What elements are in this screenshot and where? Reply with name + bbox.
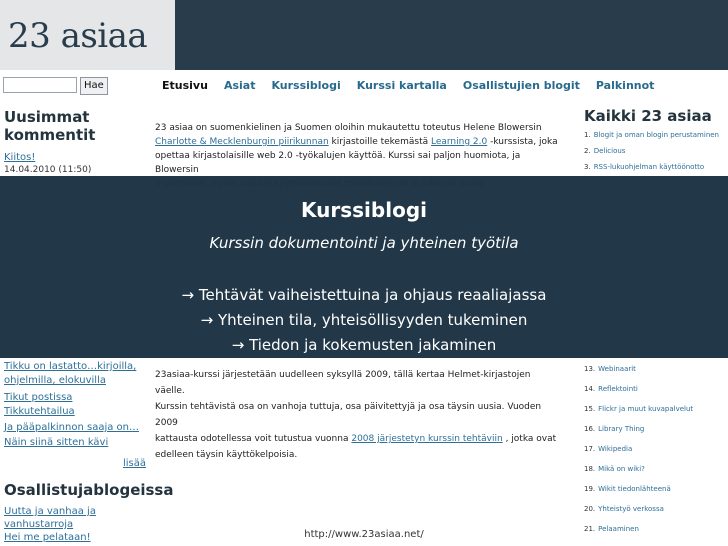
topic-item[interactable]: 13. Webinaarit bbox=[584, 365, 636, 373]
learning-link[interactable]: Learning 2.0 bbox=[430, 137, 488, 147]
overlay-line-1 bbox=[0, 286, 728, 304]
intro-line-1: 23 asiaa on suomenkielinen ja Suomen oloihin mukautettu toteutus Helene Blowersin bbox=[155, 123, 542, 133]
arrow-right-icon: → bbox=[181, 286, 195, 304]
comment-link[interactable]: Kiitos! bbox=[4, 152, 36, 163]
old-tasks-link[interactable]: 2008 järjestetyn kurssin tehtäviin bbox=[351, 434, 503, 444]
course-line-4: , jotka ovat bbox=[505, 434, 557, 444]
nav-asiat[interactable]: Asiat bbox=[223, 79, 256, 92]
course-line-5: edelleen täysin käyttökelpoisia. bbox=[155, 450, 298, 460]
overlay-subtitle: Kurssin dokumentointi ja yhteinen työtila bbox=[209, 234, 519, 252]
recent-comments-title-line-2: kommentit bbox=[4, 126, 96, 144]
intro-line-2b: -kurssista, joka bbox=[490, 137, 558, 147]
topic-item[interactable]: 3. RSS-lukuohjelman käyttöönotto bbox=[584, 163, 705, 171]
overlay-line-2 bbox=[0, 311, 728, 329]
comment-link[interactable]: Tikkutehtailua bbox=[4, 406, 75, 417]
topics-list-bottom bbox=[584, 359, 722, 539]
site-url[interactable]: http://www.23asiaa.net/ bbox=[304, 529, 424, 540]
arrow-right-icon: → bbox=[231, 336, 245, 354]
comment-link[interactable]: Näin siinä sitten kävi bbox=[4, 437, 109, 448]
topic-item[interactable]: 21. Pelaaminen bbox=[584, 525, 639, 533]
participants-title: Osallistujablogeissa bbox=[4, 481, 174, 499]
charlotte-link[interactable]: Charlotte & Mecklenburgin piirikunnan bbox=[155, 137, 329, 147]
participant-post-link[interactable]: Uutta ja vanhaa ja bbox=[4, 506, 96, 517]
nav-kurssi-kartalla[interactable]: Kurssi kartalla bbox=[356, 79, 447, 92]
comment-link[interactable]: ohjelmilla, elokuvilla bbox=[4, 375, 106, 386]
participant-post-link[interactable]: vanhustarroja bbox=[4, 519, 74, 530]
overlay-line-text: Tiedon ja kokemusten jakaminen bbox=[249, 336, 497, 354]
topic-item[interactable]: 16. Library Thing bbox=[584, 425, 645, 433]
nav-osallistujien-blogit[interactable]: Osallistujien blogit bbox=[462, 79, 580, 92]
site-logo-text: 23 asiaa bbox=[8, 16, 148, 56]
topic-item[interactable]: 2. Delicious bbox=[584, 147, 626, 155]
intro-line-2: kirjastoille tekemästä bbox=[331, 137, 429, 147]
intro-line-3: opettaa kirjastolaisille web 2.0 -työkalujen käyttöä. Kurssi sai paljon huomiota, ja Blowersin bbox=[155, 151, 521, 175]
topic-item[interactable]: 14. Reflektointi bbox=[584, 385, 638, 393]
comment-link[interactable]: Ja pääpalkinnon saaja on… bbox=[4, 422, 139, 433]
course-line-2: Kurssin tehtävistä osa on vanhoja tuttuja, osa päivitettyjä ja osa täysin uusia. Vuoden 2009 bbox=[155, 402, 542, 428]
topic-item[interactable]: 19. Wikit tiedonlähteenä bbox=[584, 485, 671, 493]
overlay-title: Kurssiblogi bbox=[301, 198, 427, 222]
comment-date: 14.04.2010 (11:50) bbox=[4, 165, 92, 175]
nav-kurssiblogi[interactable]: Kurssiblogi bbox=[271, 79, 341, 92]
recent-comments-title-line-1: Uusimmat bbox=[4, 108, 90, 126]
topic-item[interactable]: 18. Mikä on wiki? bbox=[584, 465, 645, 473]
course-line-1: 23asiaa-kurssi järjestetään uudelleen syksyllä 2009, tällä kertaa Helmet-kirjastojen väelle. bbox=[155, 370, 531, 396]
comment-link[interactable]: Tikku on lastatto…kirjoilla, bbox=[4, 361, 137, 372]
topic-item[interactable]: 1. Blogit ja oman blogin perustaminen bbox=[584, 131, 719, 139]
comment-link[interactable]: Tikut postissa bbox=[4, 392, 73, 403]
search-input[interactable] bbox=[3, 77, 77, 93]
overlay-line-text: Tehtävät vaiheistettuina ja ohjaus reaaliajassa bbox=[198, 286, 547, 304]
nav-etusivu[interactable]: Etusivu bbox=[162, 79, 208, 92]
course-line-3: kattausta odotellessa voit tutustua vuonna bbox=[155, 434, 349, 444]
overlay-line-3 bbox=[0, 336, 728, 354]
topic-item[interactable]: 20. Yhteistyö verkossa bbox=[584, 505, 664, 513]
topic-item[interactable]: 17. Wikipedia bbox=[584, 445, 633, 453]
topic-item[interactable]: 15. Flickr ja muut kuvapalvelut bbox=[584, 405, 694, 413]
nav-palkinnot[interactable]: Palkinnot bbox=[595, 79, 655, 92]
search-button[interactable]: Hae bbox=[80, 77, 108, 95]
participant-post-link[interactable]: Hei me pelataan! bbox=[4, 532, 91, 543]
overlay-line-text: Yhteinen tila, yhteisöllisyyden tukeminen bbox=[217, 311, 528, 329]
arrow-right-icon: → bbox=[200, 311, 214, 329]
all-topics-title: Kaikki 23 asiaa bbox=[584, 107, 712, 125]
course-info bbox=[155, 367, 562, 463]
site-logo[interactable] bbox=[0, 0, 175, 70]
site-header bbox=[0, 0, 728, 70]
topics-list-top bbox=[584, 127, 722, 175]
main-navigation bbox=[162, 74, 654, 98]
more-link[interactable]: lisää bbox=[123, 458, 147, 469]
